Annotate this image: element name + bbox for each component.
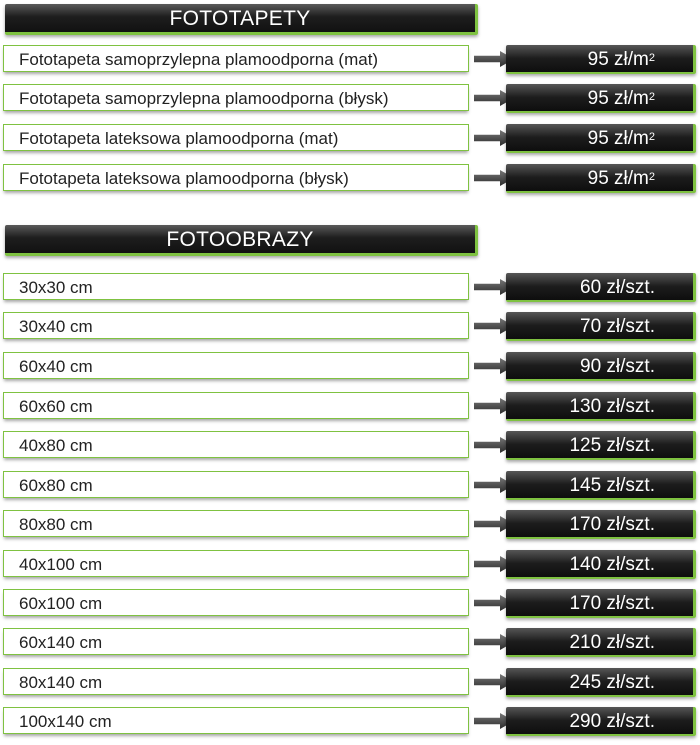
item-price: 95 $zł/m^2$ [506,124,696,153]
list-item [0,471,700,501]
item-label: Fototapeta lateksowa plamoodporna (błysk) [3,164,469,191]
item-price: 140 zł/szt. [506,550,696,579]
list-item [0,84,700,114]
list-item [0,628,700,658]
item-label: 100x140 cm [3,707,469,734]
list-item [0,352,700,382]
fotoobrazy-header [5,225,478,256]
list-item [0,124,700,154]
item-label: 80x80 cm [3,510,469,537]
item-price: 130 zł/szt. [506,392,696,421]
item-price: 125 zł/szt. [506,431,696,460]
item-label: 80x140 cm [3,668,469,695]
list-item [0,589,700,619]
list-item [0,273,700,303]
item-label: 60x60 cm [3,392,469,419]
item-label: 30x40 cm [3,312,469,339]
list-item [0,164,700,194]
item-price: 145 zł/szt. [506,471,696,500]
item-price: 210 zł/szt. [506,628,696,657]
item-price: 170 zł/szt. [506,589,696,618]
item-price: 95 $zł/m^2$ [506,164,696,193]
item-price: 90 zł/szt. [506,352,696,381]
item-price: 95 $zł/m^2$ [506,84,696,113]
item-label: 40x100 cm [3,550,469,577]
list-item [0,510,700,540]
fototapety-title: FOTOTAPETY [169,7,311,30]
item-label: 60x100 cm [3,589,469,616]
list-item [0,550,700,580]
list-item [0,312,700,342]
list-item [0,45,700,75]
item-label: 60x80 cm [3,471,469,498]
item-price: 290 zł/szt. [506,707,696,736]
fototapety-header [5,4,478,35]
item-price: 170 zł/szt. [506,510,696,539]
list-item [0,668,700,698]
item-label: 60x140 cm [3,628,469,655]
item-label: 40x80 cm [3,431,469,458]
item-label: Fototapeta samoprzylepna plamoodporna (mat) [3,45,469,72]
item-label: 30x30 cm [3,273,469,300]
item-price: 95 $zł/m^2$ [506,45,696,74]
item-price: 70 zł/szt. [506,312,696,341]
item-price: 245 zł/szt. [506,668,696,697]
item-price: 60 zł/szt. [506,273,696,302]
fotoobrazy-title: FOTOOBRAZY [166,228,314,251]
list-item [0,392,700,422]
item-label: Fototapeta lateksowa plamoodporna (mat) [3,124,469,151]
list-item [0,431,700,461]
list-item [0,707,700,737]
item-label: Fototapeta samoprzylepna plamoodporna (błysk) [3,84,469,111]
item-label: 60x40 cm [3,352,469,379]
